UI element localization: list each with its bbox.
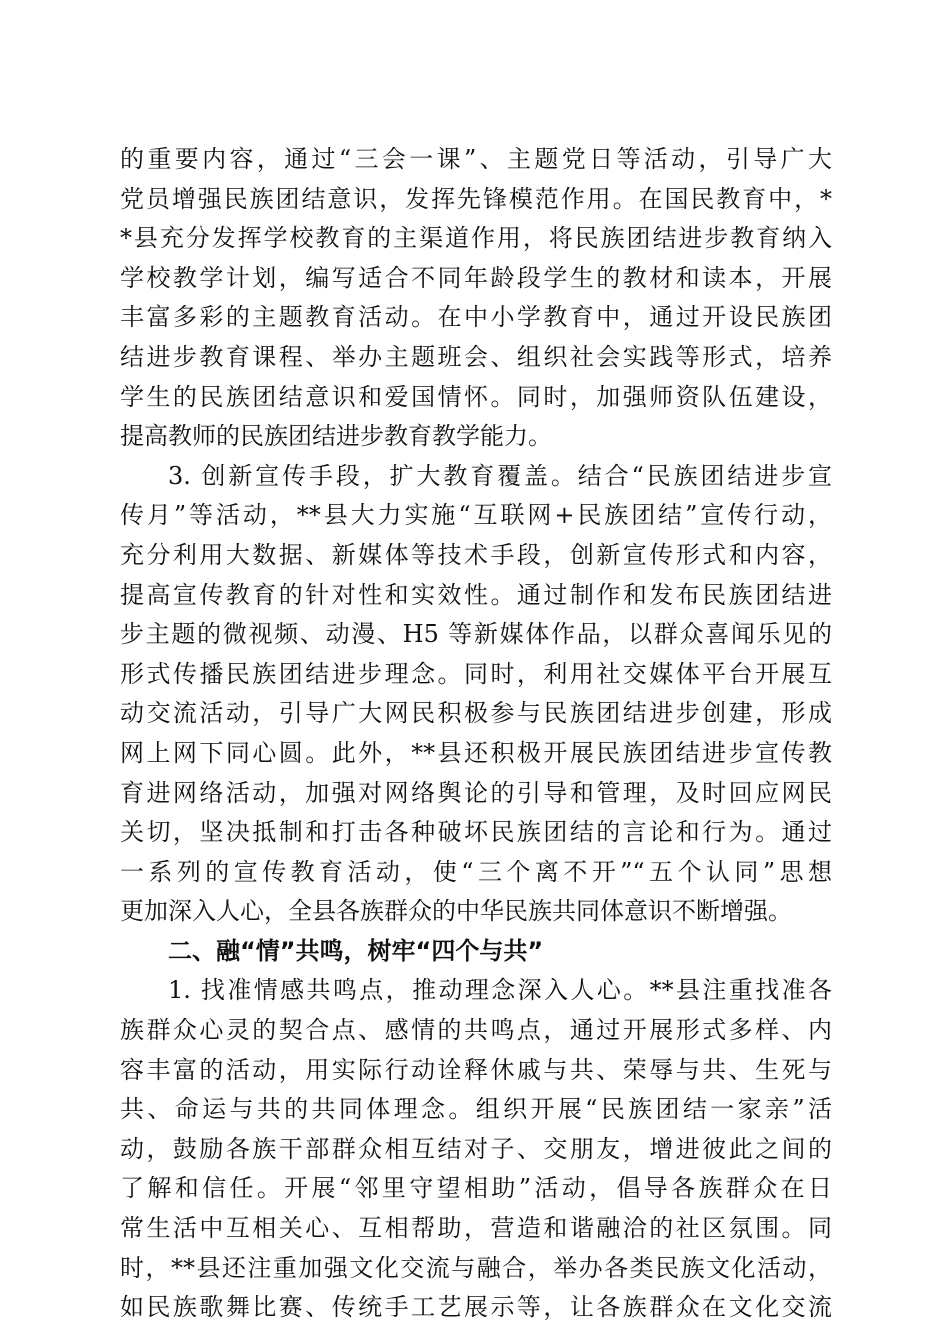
text-line: 学校教学计划，编写适合不同年龄段学生的教材和读本，开展 [120, 263, 832, 292]
document-body [120, 140, 832, 1328]
text-line: 1. 找准情感共鸣点，推动理念深入人心。**县注重找准各 [168, 976, 832, 1005]
text-line: 党员增强民族团结意识，发挥先锋模范作用。在国民教育中，* [120, 184, 832, 213]
text-line: 容丰富的活动，用实际行动诠释休戚与共、荣辱与共、生死与 [120, 1055, 832, 1084]
text-line: 提高教师的民族团结进步教育教学能力。 [120, 422, 552, 451]
text-line: 充分利用大数据、新媒体等技术手段，创新宣传形式和内容， [120, 540, 832, 569]
text-line: *县充分发挥学校教育的主渠道作用，将民族团结进步教育纳入 [120, 224, 832, 253]
text-line: 提高宣传教育的针对性和实效性。通过制作和发布民族团结进 [120, 580, 832, 609]
text-line: 形式传播民族团结进步理念。同时，利用社交媒体平台开展互 [120, 659, 832, 688]
text-line: 结进步教育课程、举办主题班会、组织社会实践等形式，培养 [120, 342, 832, 371]
text-line: 丰富多彩的主题教育活动。在中小学教育中，通过开设民族团 [120, 303, 832, 332]
section-heading: 二、融“情”共鸣，树牢“四个与共” [168, 936, 544, 965]
text-line: 步主题的微视频、动漫、H5 等新媒体作品，以群众喜闻乐见的 [120, 620, 832, 649]
text-line: 3. 创新宣传手段，扩大教育覆盖。结合“民族团结进步宣 [168, 461, 832, 490]
text-line: 的重要内容，通过“三会一课”、主题党日等活动，引导广大 [120, 145, 832, 173]
text-line: 动交流活动，引导广大网民积极参与民族团结进步创建，形成 [120, 699, 832, 728]
text-line: 共、命运与共的共同体理念。组织开展“民族团结一家亲”活 [120, 1095, 832, 1124]
text-line: 育进网络活动，加强对网络舆论的引导和管理，及时回应网民 [120, 778, 832, 807]
text-line: 更加深入人心，全县各族群众的中华民族共同体意识不断增强。 [120, 897, 792, 926]
text-line: 了解和信任。开展“邻里守望相助”活动，倡导各族群众在日 [120, 1174, 832, 1203]
text-line: 族群众心灵的契合点、感情的共鸣点，通过开展形式多样、内 [120, 1016, 832, 1045]
text-line: 网上网下同心圆。此外，**县还积极开展民族团结进步宣传教 [120, 738, 832, 767]
text-line: 时，**县还注重加强文化交流与融合，举办各类民族文化活动， [120, 1253, 832, 1282]
text-line: 动，鼓励各族干部群众相互结对子、交朋友，增进彼此之间的 [120, 1134, 832, 1163]
text-line: 关切，坚决抵制和打击各种破坏民族团结的言论和行为。通过 [120, 818, 832, 847]
text-line: 一系列的宣传教育活动，使“三个离不开”“五个认同”思想 [120, 857, 832, 886]
text-line: 传月”等活动，**县大力实施“互联网+民族团结”宣传行动， [120, 501, 832, 530]
text-line: 如民族歌舞比赛、传统手工艺展示等，让各族群众在文化交流 [120, 1293, 832, 1322]
text-line: 常生活中互相关心、互相帮助，营造和谐融洽的社区氛围。同 [120, 1214, 832, 1243]
text-line: 学生的民族团结意识和爱国情怀。同时，加强师资队伍建设， [120, 382, 832, 411]
